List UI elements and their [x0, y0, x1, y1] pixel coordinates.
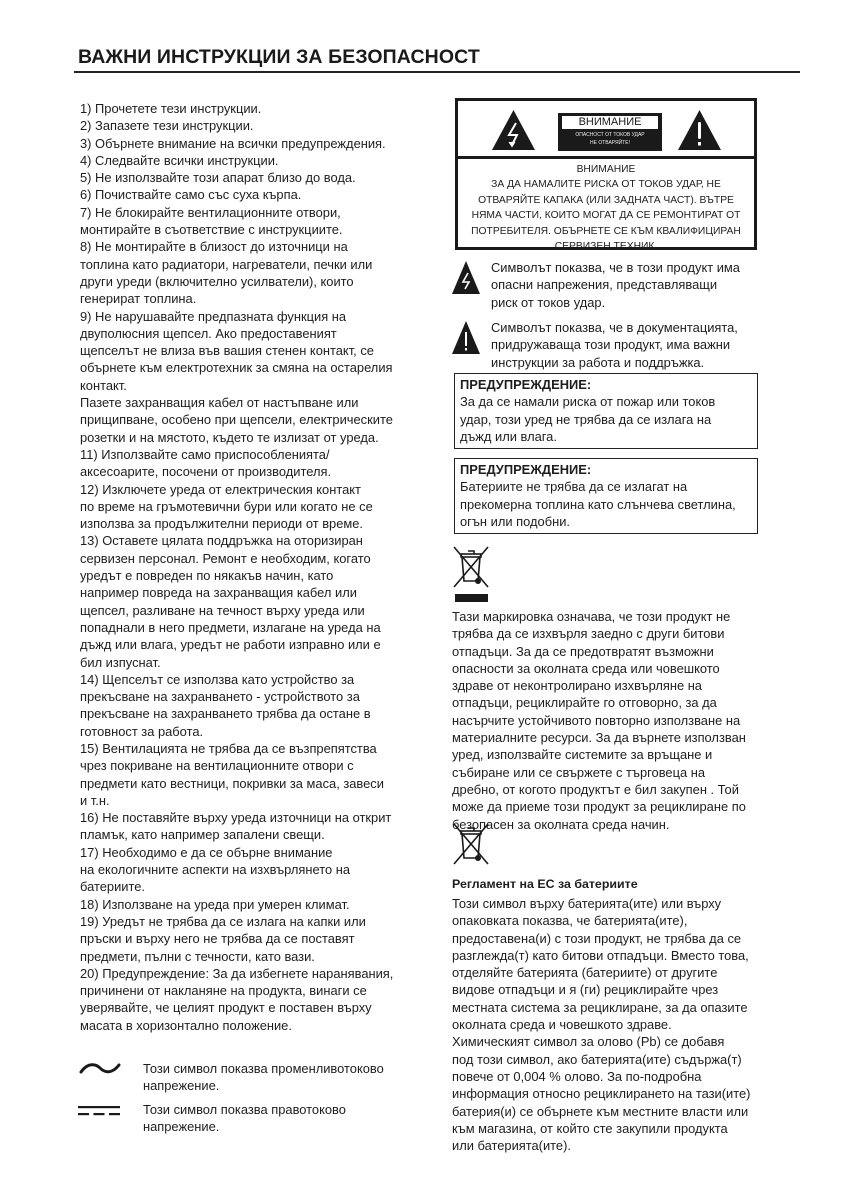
instruction-line: по време на гръмотевични бури или когато не се: [80, 498, 373, 514]
instruction-line: причинени от накланяне на продукта, винаги се: [80, 983, 367, 999]
weee-line: трябва да се изхвърля заедно с други битови: [452, 626, 725, 642]
instruction-line: обърнете към електротехник за смяна на остарелия: [80, 360, 393, 376]
crossed-bin-icon: [452, 545, 490, 589]
weee-line: дребно, от когото продуктът е бил закупен . Той: [452, 781, 739, 797]
weee-line: Тази маркировка означава, че този продукт не: [452, 609, 731, 624]
weee-line: отпадъци. За да се предотвратят възможни: [452, 643, 714, 659]
instruction-line: щепсел, разливане на течност върху уреда или: [80, 602, 365, 618]
battery-line: опаковката показва, че батерията(ите),: [452, 913, 688, 929]
caution-label-header: [458, 101, 754, 159]
instruction-line: щепселът не влиза във вашия стенен контакт, се: [80, 343, 374, 359]
instruction-line: контакт.: [80, 377, 127, 393]
instruction-line: 18) Използване на уреда при умерен климат.: [80, 896, 350, 912]
battery-line: или батерията(ите).: [452, 1138, 571, 1154]
instruction-line: прекъсване на захранването - устройството за: [80, 689, 360, 705]
symbol-note-line: Символът показва, че в този продукт има: [491, 260, 740, 275]
instruction-line: предмети като вестници, покривки за маса, завеси: [80, 775, 384, 791]
dc-symbol-line: напрежение.: [143, 1119, 220, 1135]
battery-line: околната среда и човешкото здраве.: [452, 1017, 672, 1033]
battery-line: предоставена(и) с този продукт, не трябва да се: [452, 930, 742, 946]
instruction-line: например повреда на захранващия кабел или: [80, 585, 357, 601]
symbol-note-line: опасни напрежения, представляващи: [491, 277, 718, 293]
exclamation-triangle-icon: [452, 321, 480, 355]
instruction-line: аксесоарите, посочени от производителя.: [80, 464, 332, 480]
instruction-line: генерират топлина.: [80, 291, 197, 307]
lightning-triangle-icon: [452, 261, 480, 295]
caution-body-line: СЕРВИЗЕН ТЕХНИК.: [554, 241, 658, 253]
warning-line: прекомерна топлина като слънчева светлина,: [460, 496, 736, 512]
instruction-line: уверявайте, че целият продукт е поставен върху: [80, 1000, 372, 1016]
instruction-line: 6) Почиствайте само със суха кърпа.: [80, 187, 302, 203]
weee-line: събиране или се свържете с търговеца на: [452, 764, 705, 780]
symbol-note-line: Символът показва, че в документацията,: [491, 320, 738, 335]
warning-line: огън или подобни.: [460, 513, 570, 529]
battery-line: видове отпадъци и я (ги) рециклирайте чрез: [452, 982, 719, 998]
instruction-line: прищипване, особено при щепсели, електрическите: [80, 412, 393, 428]
instruction-line: 9) Не нарушавайте предпазната функция на: [80, 308, 347, 324]
instruction-line: и т.н.: [80, 792, 110, 808]
caution-badge-title: ВНИМАНИЕ: [562, 116, 658, 129]
caution-body-line: НЯМА ЧАСТИ, КОИТО МОГАТ ДА СЕ РЕМОНТИРАТ ОТ: [471, 210, 741, 222]
caution-badge: [558, 113, 662, 151]
warning-box-fire: [454, 373, 758, 449]
instruction-line: 4) Следвайте всички инструкции.: [80, 152, 279, 168]
battery-line: Този символ върху батерията(ите) или върху: [452, 896, 722, 911]
caution-body-line: ЗА ДА НАМАЛИТЕ РИСКА ОТ ТОКОВ УДАР, НЕ: [491, 179, 721, 191]
title-divider: [74, 71, 800, 73]
ac-symbol-line: Този символ показва променливотоково: [143, 1061, 384, 1076]
weee-paragraph: [452, 608, 772, 833]
battery-line: отделяйте батерията (батериите) от другите: [452, 965, 718, 981]
instruction-line: използва за продължителни периоди от време.: [80, 516, 364, 532]
weee-line: здраве от неконтролирано изхвърляне на: [452, 678, 702, 694]
warning-title: ПРЕДУПРЕЖДЕНИЕ:: [460, 462, 592, 477]
crossed-bin-underbar: [455, 594, 488, 602]
warning-line: За да се намали риска от пожар или токов: [460, 394, 716, 410]
battery-paragraph: [452, 895, 772, 1154]
caution-badge-sub: НЕ ОТВАРЯЙТЕ!: [590, 140, 630, 146]
caution-body-line: ПОТРЕБИТЕЛЯ. ОБЪРНЕТЕ СЕ КЪМ КВАЛИФИЦИРАН: [471, 225, 741, 237]
instruction-line: пламък, като например запалени свещи.: [80, 827, 325, 843]
battery-line: информация относно рециклирането на тази(ите): [452, 1086, 751, 1102]
warning-line: Батериите не трябва да се излагат на: [460, 479, 688, 495]
instruction-line: 8) Не монтирайте в близост до източници на: [80, 239, 348, 255]
instruction-line: уредът е повреден по някакъв начин, като: [80, 568, 334, 584]
battery-line: Химическият символ за олово (Pb) се добавя: [452, 1034, 725, 1050]
instruction-line: 17) Необходимо е да се обърне внимание: [80, 844, 333, 860]
instruction-line: чрез покриване на вентилационните отвори с: [80, 758, 354, 774]
weee-line: материалните ресурси. За да върнете използван: [452, 730, 746, 746]
instruction-line: прекъсване на захранването трябва да остане в: [80, 706, 371, 722]
instruction-line: пръски и върху него не трябва да се поставят: [80, 931, 355, 947]
dc-dashes-icon: [78, 1101, 122, 1121]
instruction-line: бил изпуснат.: [80, 654, 161, 670]
instruction-line: 5) Не използвайте този апарат близо до вода.: [80, 170, 356, 186]
instruction-line: попаднали в него предмети, излагане на уреда на: [80, 619, 381, 635]
instruction-line: сервизен персонал. Ремонт е необходим, когато: [80, 550, 371, 566]
instruction-line: предмети, пълни с течности, като вази.: [80, 948, 315, 964]
instruction-line: Пазете захранващия кабел от настъпване или: [80, 395, 359, 411]
instruction-line: монтирайте в съответствие с инструкциите.: [80, 222, 343, 238]
crossed-bin-icon: [452, 822, 490, 866]
ac-symbol-line: напрежение.: [143, 1078, 220, 1094]
instruction-line: 13) Оставете цялата поддръжка на оторизиран: [80, 533, 363, 549]
lightning-triangle-icon: [491, 109, 536, 151]
battery-line: към магазина, от който сте закупили продукта: [452, 1120, 728, 1136]
exclamation-triangle-icon: [677, 109, 722, 151]
instruction-line: топлина като радиатори, нагреватели, печки или: [80, 256, 373, 272]
instruction-line: 2) Запазете тези инструкции.: [80, 118, 254, 134]
instruction-line: готовност за работа.: [80, 723, 204, 739]
instruction-line: дъжд или влага, уредът не работи изправно или е: [80, 637, 381, 653]
ac-tilde-icon: [78, 1060, 122, 1080]
caution-label: [455, 98, 757, 253]
symbol-note-line: риск от токов удар.: [491, 294, 606, 310]
weee-line: отпадъци, рециклирайте го отговорно, за да: [452, 695, 717, 711]
warning-line: удар, този уред не трябва да се излага на: [460, 411, 712, 427]
battery-regulation-heading: Регламент на ЕС за батериите: [452, 877, 638, 891]
weee-line: опасности за околната среда или човешкото: [452, 660, 720, 676]
instruction-line: розетки и на мястото, където те излизат от уреда.: [80, 429, 379, 445]
caution-body-line: ОТВАРЯЙТЕ КАПАКА (ИЛИ ЗАДНАТА ЧАСТ). ВЪТРЕ: [478, 194, 734, 206]
caution-label-body: [458, 159, 754, 254]
warning-line: дъжд или влага.: [460, 428, 557, 444]
weee-line: насърчите устойчивото повторно използване на: [452, 712, 741, 728]
weee-line: безопасен за околната среда начин.: [452, 816, 670, 832]
battery-line: батерия(и) се обърнете към местните власти или: [452, 1103, 749, 1119]
battery-line: под този символ, ако батерията(ите) съдържа(т): [452, 1051, 742, 1067]
warning-box-battery: [454, 458, 758, 534]
instruction-line: масата в хоризонтално положение.: [80, 1017, 292, 1033]
caution-badge-sub: ОПАСНОСТ ОТ ТОКОВ УДАР: [575, 132, 645, 138]
weee-line: може да приеме този продукт за рециклиране по: [452, 799, 746, 815]
instruction-line: 12) Изключете уреда от електрическия контакт: [80, 481, 361, 497]
instruction-line: 20) Предупреждение: За да избегнете наранявания,: [80, 965, 394, 981]
symbol-note-line: инструкции за работа и поддръжка.: [491, 354, 705, 370]
instruction-line: други уреди (включително усилватели), които: [80, 273, 354, 289]
instructions-list: [80, 100, 420, 1034]
instruction-line: 1) Прочетете тези инструкции.: [80, 101, 262, 116]
warning-title: ПРЕДУПРЕЖДЕНИЕ:: [460, 377, 592, 392]
instruction-line: батериите.: [80, 879, 145, 895]
instruction-line: 3) Обърнете внимание на всички предупреждения.: [80, 135, 386, 151]
symbol-note-line: придружаваща този продукт, има важни: [491, 337, 731, 353]
battery-line: местната система за рециклиране, за да опазите: [452, 999, 748, 1015]
instruction-line: 11) Използвайте само приспособленията/: [80, 446, 330, 462]
instruction-line: 15) Вентилацията не трябва да се възпрепятства: [80, 740, 377, 756]
instruction-line: 16) Не поставяйте върху уреда източници на открит: [80, 810, 392, 826]
instruction-line: на екологичните аспекти на изхвърлянето на: [80, 862, 351, 878]
instruction-line: 19) Уредът не трябва да се излага на капки или: [80, 913, 366, 929]
page-title: ВАЖНИ ИНСТРУКЦИИ ЗА БЕЗОПАСНОСТ: [78, 46, 480, 68]
battery-line: разглежда(т) като битови отпадъци. Вместо това,: [452, 947, 749, 963]
instruction-line: двуполюсния щепсел. Ако предоставеният: [80, 325, 337, 341]
weee-line: уред, използвайте системите за връщане и: [452, 747, 713, 763]
instruction-line: 14) Щепселът се използва като устройство за: [80, 671, 355, 687]
battery-line: повече от 0,004 % олово. За по-подробна: [452, 1068, 702, 1084]
caution-body-title: ВНИМАНИЕ: [576, 164, 636, 175]
instruction-line: 7) Не блокирайте вентилационните отвори,: [80, 204, 341, 220]
dc-symbol-line: Този символ показва правотоково: [143, 1102, 346, 1117]
